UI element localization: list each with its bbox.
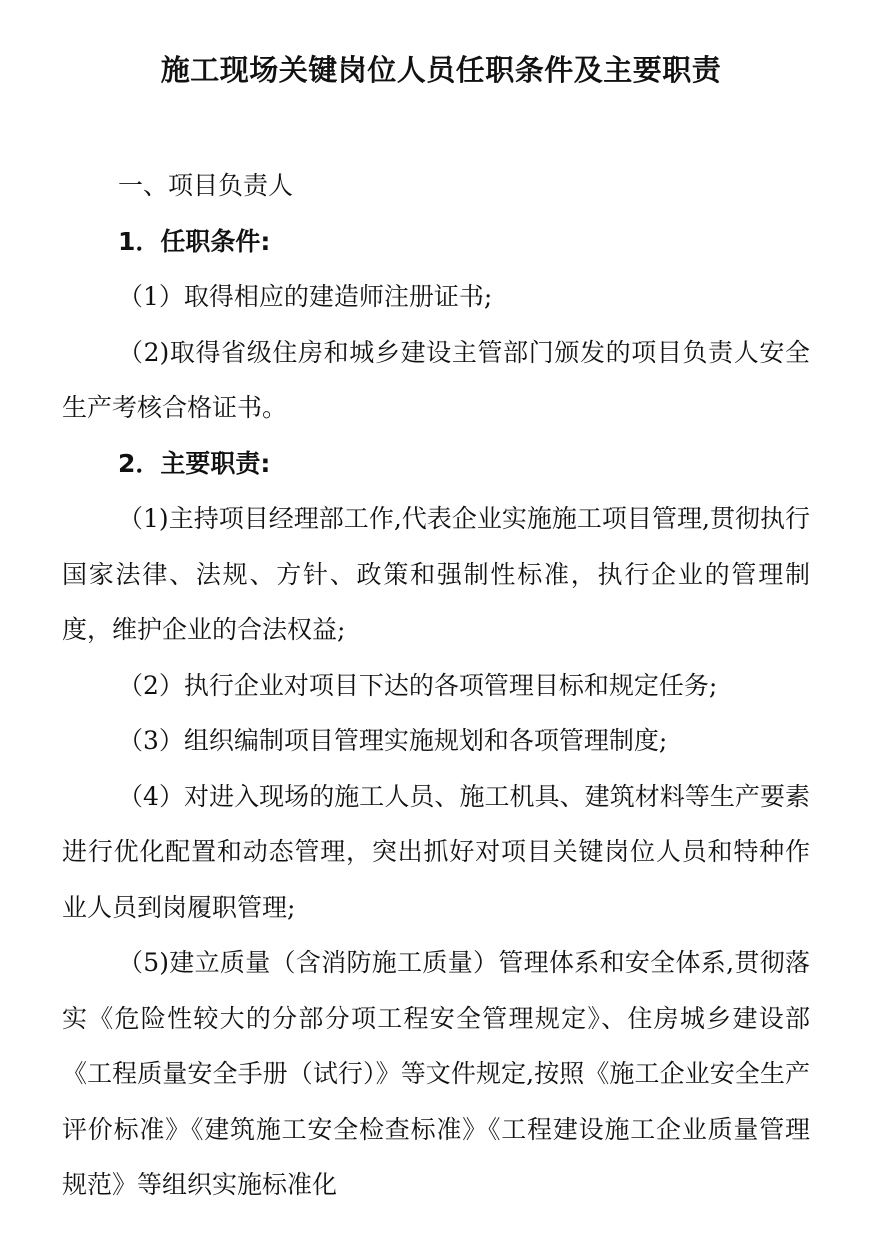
responsibility-item-5: （5)建立质量（含消防施工质量）管理体系和安全体系,贯彻落实《危险性较大的分部分项工程安全管理规定》、住房城乡建设部《工程质量安全手册（试行）》等文件规定,按照《施工企业安全生产评价标准》《建筑施工安全检查标准》《工程建设施工企业质量管理规范》等组织实施标准化 bbox=[62, 948, 810, 1199]
section-heading-project-leader: 一、项目负责人 bbox=[118, 171, 294, 200]
responsibility-item-2: （2）执行企业对项目下达的各项管理目标和规定任务; bbox=[118, 670, 718, 700]
subheading-qualifications: 1．任职条件: bbox=[118, 226, 271, 256]
qualification-item-2: （2)取得省级住房和城乡建设主管部门颁发的项目负责人安全生产考核合格证书。 bbox=[62, 337, 810, 422]
document-body bbox=[62, 158, 810, 1213]
qualification-item-1: （1）取得相应的建造师注册证书; bbox=[118, 282, 493, 311]
responsibility-item-3: （3）组织编制项目管理实施规划和各项管理制度; bbox=[118, 726, 668, 755]
responsibility-item-4: （4）对进入现场的施工人员、施工机具、建筑材料等生产要素进行优化配置和动态管理，突出抓好对项目关键岗位人员和特种作业人员到岗履职管理; bbox=[62, 781, 810, 922]
document-title: 施工现场关键岗位人员任职条件及主要职责 bbox=[160, 53, 722, 87]
responsibility-item-1: （1)主持项目经理部工作,代表企业实施施工项目管理,贯彻执行国家法律、法规、方针、政策和强制性标准，执行企业的管理制度，维护企业的合法权益; bbox=[62, 504, 810, 644]
subheading-responsibilities: 2．主要职责: bbox=[118, 448, 271, 478]
